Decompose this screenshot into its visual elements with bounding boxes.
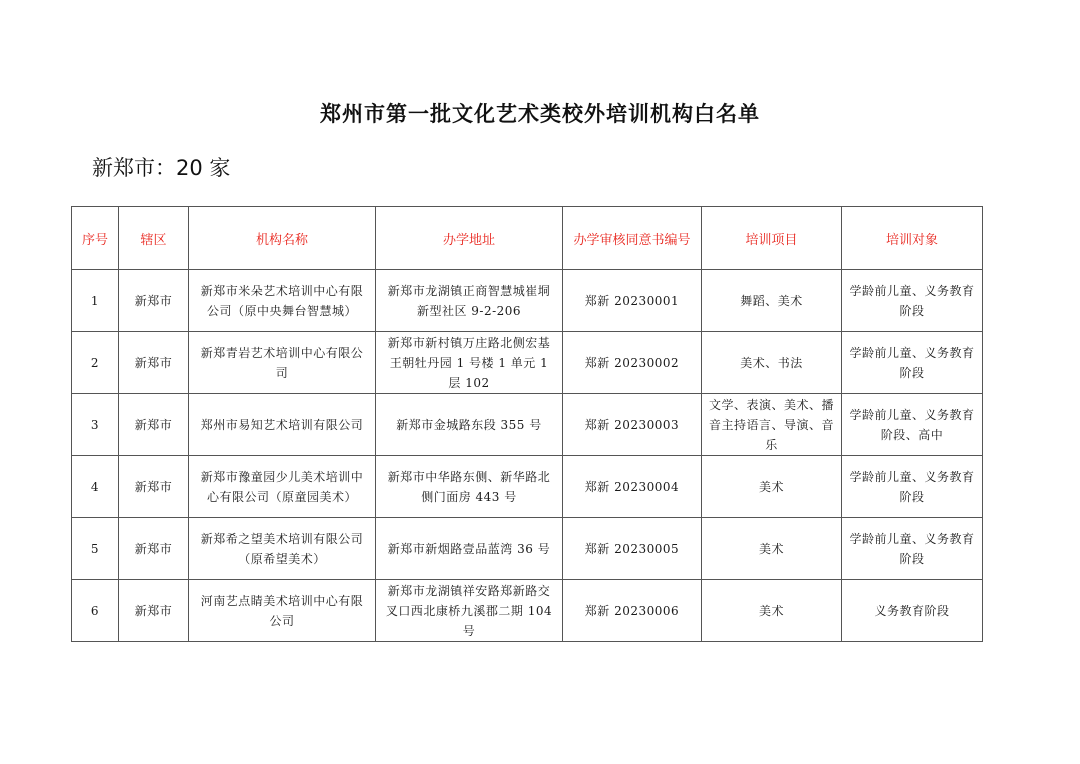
cell-approval-number: 郑新 20230003 bbox=[563, 394, 702, 456]
table-row bbox=[72, 456, 983, 518]
cell-district: 新郑市 bbox=[119, 580, 189, 642]
cell-institution-name: 新郑青岩艺术培训中心有限公司 bbox=[189, 332, 376, 394]
cell-target-audience: 学龄前儿童、义务教育阶段、高中 bbox=[842, 394, 983, 456]
table-row bbox=[72, 580, 983, 642]
cell-approval-number: 郑新 20230004 bbox=[563, 456, 702, 518]
header-approval-number: 办学审核同意书编号 bbox=[563, 207, 702, 270]
table-row bbox=[72, 394, 983, 456]
cell-address: 新郑市中华路东侧、新华路北侧门面房 443 号 bbox=[376, 456, 563, 518]
district-heading: 新郑市：20 家 bbox=[92, 156, 231, 180]
cell-training-programs: 美术 bbox=[702, 456, 842, 518]
cell-institution-name: 新郑市米朵艺术培训中心有限公司（原中央舞台智慧城） bbox=[189, 270, 376, 332]
cell-target-audience: 学龄前儿童、义务教育阶段 bbox=[842, 456, 983, 518]
cell-index: 4 bbox=[72, 456, 119, 518]
cell-institution-name: 河南艺点睛美术培训中心有限公司 bbox=[189, 580, 376, 642]
table-header-row bbox=[72, 207, 983, 270]
cell-address: 新郑市龙湖镇祥安路郑新路交叉口西北康桥九溪郡二期 104 号 bbox=[376, 580, 563, 642]
institution-table bbox=[71, 206, 983, 642]
header-district: 辖区 bbox=[119, 207, 189, 270]
header-target-audience: 培训对象 bbox=[842, 207, 983, 270]
document-title: 郑州市第一批文化艺术类校外培训机构白名单 bbox=[320, 102, 760, 126]
cell-training-programs: 美术 bbox=[702, 580, 842, 642]
cell-target-audience: 学龄前儿童、义务教育阶段 bbox=[842, 332, 983, 394]
cell-district: 新郑市 bbox=[119, 456, 189, 518]
header-address: 办学地址 bbox=[376, 207, 563, 270]
table-row bbox=[72, 518, 983, 580]
cell-target-audience: 学龄前儿童、义务教育阶段 bbox=[842, 518, 983, 580]
cell-approval-number: 郑新 20230001 bbox=[563, 270, 702, 332]
cell-approval-number: 郑新 20230006 bbox=[563, 580, 702, 642]
cell-index: 5 bbox=[72, 518, 119, 580]
header-training-programs: 培训项目 bbox=[702, 207, 842, 270]
cell-address: 新郑市新村镇万庄路北侧宏基王朝牡丹园 1 号楼 1 单元 1 层 102 bbox=[376, 332, 563, 394]
cell-address: 新郑市龙湖镇正商智慧城崔垌新型社区 9-2-206 bbox=[376, 270, 563, 332]
cell-training-programs: 美术 bbox=[702, 518, 842, 580]
table-row bbox=[72, 270, 983, 332]
cell-approval-number: 郑新 20230005 bbox=[563, 518, 702, 580]
cell-district: 新郑市 bbox=[119, 332, 189, 394]
cell-address: 新郑市金城路东段 355 号 bbox=[376, 394, 563, 456]
cell-district: 新郑市 bbox=[119, 270, 189, 332]
table-row bbox=[72, 332, 983, 394]
header-index: 序号 bbox=[72, 207, 119, 270]
cell-approval-number: 郑新 20230002 bbox=[563, 332, 702, 394]
cell-institution-name: 新郑市豫童园少儿美术培训中心有限公司（原童园美术） bbox=[189, 456, 376, 518]
cell-index: 1 bbox=[72, 270, 119, 332]
cell-index: 2 bbox=[72, 332, 119, 394]
cell-address: 新郑市新烟路壹品蓝湾 36 号 bbox=[376, 518, 563, 580]
header-institution-name: 机构名称 bbox=[189, 207, 376, 270]
cell-target-audience: 学龄前儿童、义务教育阶段 bbox=[842, 270, 983, 332]
cell-training-programs: 美术、书法 bbox=[702, 332, 842, 394]
cell-institution-name: 新郑希之望美术培训有限公司（原希望美术） bbox=[189, 518, 376, 580]
cell-index: 3 bbox=[72, 394, 119, 456]
cell-district: 新郑市 bbox=[119, 394, 189, 456]
cell-district: 新郑市 bbox=[119, 518, 189, 580]
cell-training-programs: 舞蹈、美术 bbox=[702, 270, 842, 332]
cell-training-programs: 文学、表演、美术、播音主持语言、导演、音乐 bbox=[702, 394, 842, 456]
cell-institution-name: 郑州市易知艺术培训有限公司 bbox=[189, 394, 376, 456]
cell-target-audience: 义务教育阶段 bbox=[842, 580, 983, 642]
cell-index: 6 bbox=[72, 580, 119, 642]
